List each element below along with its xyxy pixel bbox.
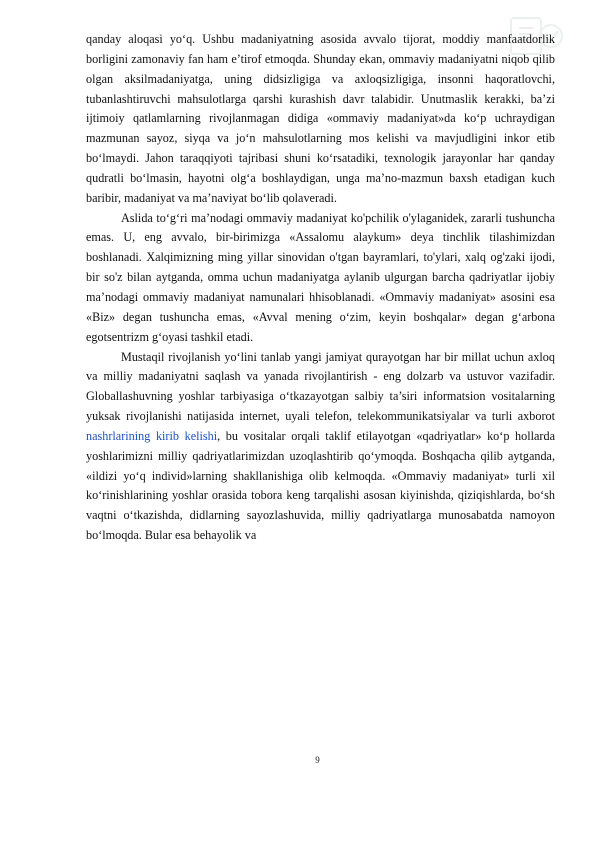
paragraph-2: Aslida to‘g‘ri ma’nodagi ommaviy madaniyat ko'pchilik o'ylaganidek, zararli tushuncha emas. U, eng avvalo, bir-birimizga «Assalomu alaykum» deya tinchlik tilashimizdan boshlanadi. Xalqimizning ming yillar sinovidan o'tgan bayramlari, to'ylari, xalq og'zaki ijodi, bir so'z bilan aytganda, omma uchun madaniyatga aylanib ulgurgan barcha qadriyatlar ijobiy ma’nodagi ommaviy madaniyat namunalari hhisoblanadi. «Ommaviy madaniyat» asosini esa «Biz» degan tushuncha emas, «Avval mening o‘zim, keyin boshqalar» degan g‘arbona egotsentrizm g‘oyasi tashkil etadi. [86, 210, 555, 344]
page-number: 9 [315, 755, 320, 765]
document-body [86, 30, 555, 546]
inline-link[interactable]: nashrlarining kirib kelishi [86, 428, 218, 443]
paragraph-3 [86, 348, 555, 546]
paragraph-3-text-end: , bu vositalar orqali taklif etilayotgan «qadriyatlar» ko‘p hollarda yoshlarimizni milliy qadriyatlarimizdan uzoqlashtirib qo‘ymoqda. Boshqacha qilib aytganda, «ildizi yo‘q individ»larning shakllanishiga olib kelmoqda. «Ommaviy madaniyat» turli xil ko‘rinishlarining yoshlar orasida tobora keng tarqalishi asosan kiyinishda, qiziqishlarda, bo‘sh vaqtni o‘tkazishda, didlarning sayozlashuvida, milliy qadriyatlarga munosabatda namoyon bo‘lmoqda. Bular esa behayolik va [86, 428, 555, 543]
paragraph-3-text-start: Mustaqil rivojlanish yo‘lini tanlab yangi jamiyat qurayotgan har bir millat uchun axloq va milliy madaniyatni saqlash va yanada rivojlantirish - eng dolzarb va ustuvor vazifadir. Globallashuvning yoshlar tarbiyasiga o‘tkazayotgan salbiy ta’siri informatsion vositalarning yuksak rivojlanishi natijasida internet, uyali telefon, telekommunikatsiyalar va turli axborot [86, 349, 555, 424]
paragraph-1: qanday aloqasi yo‘q. Ushbu madaniyatning asosida avvalo tijorat, moddiy manfaatdorlik borligini zamonaviy fan ham e’tirof etmoqda. Shunday ekan, ommaviy madaniyatni niqob qilib olgan aksilmadaniyatga, uning didsizligiga va axloqsizligiga, insonni haqoratlovchi, tubanlashtiruvchi mahsulotlarga qarshi kurashish davr talabidir. Unutmaslik kerakki, ba’zi ijtimoiy qatlamlarning rivojlanmagan didiga «ommaviy madaniyat»da ko‘p uchraydigan mazmunan sayoz, siyqa va jo‘n mahsulotlarning mos kelishi va mavjudligini inkor etib bo‘lmaydi. Jahon taraqqiyoti tajribasi shuni ko‘rsatadiki, texnologik jarayonlar har qanday qudratli bo‘lmasin, hayotni olg‘a boshlaydigan, unga ma’no-mazmun baxsh etadigan kuch baribir, madaniyat va ma’naviyat bo‘lib qolaveradi. [86, 32, 555, 205]
